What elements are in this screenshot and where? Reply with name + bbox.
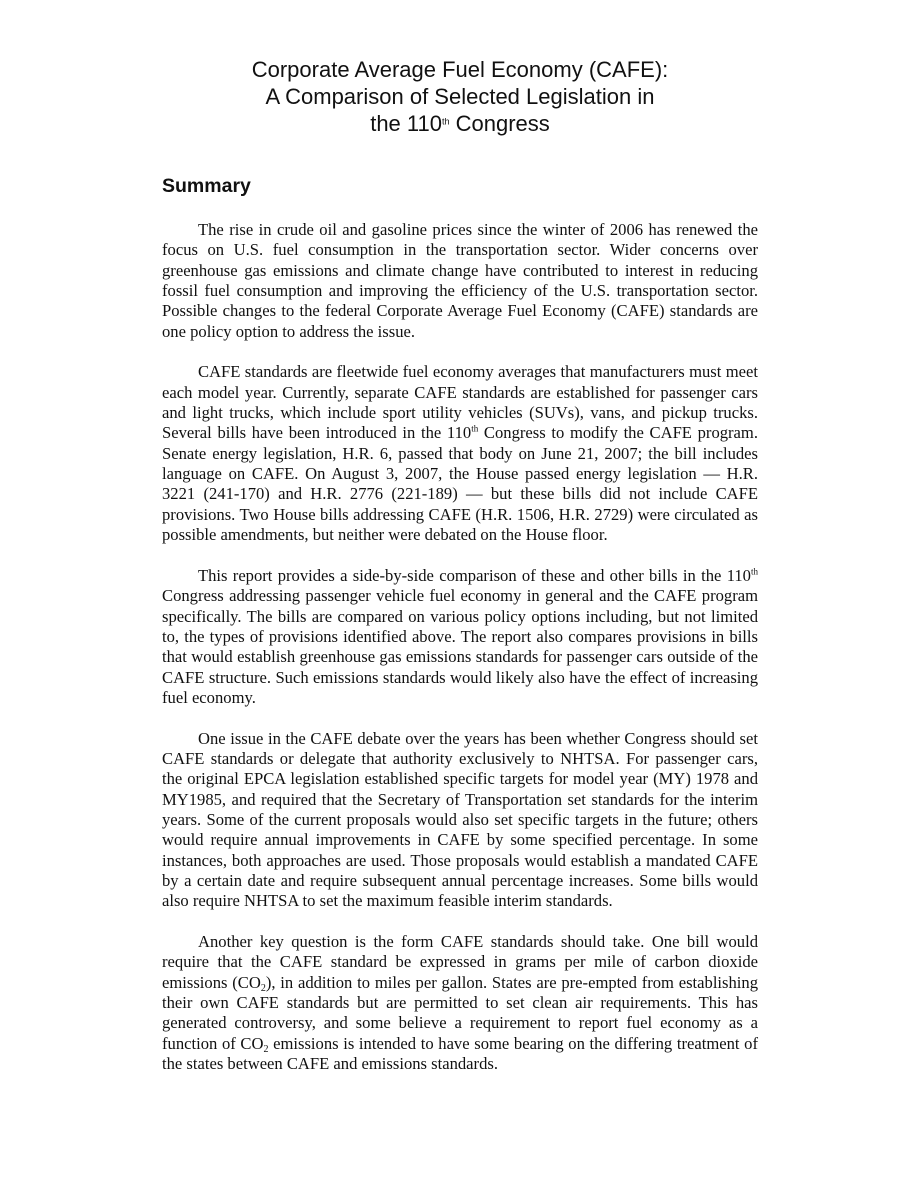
paragraph-5-part-b: ), in addition to miles per gallon. States are pre-empted from establishing their own CAFE standards but are permitted to set clean air requirements. This has generated controversy, and some believe a requirement to report fuel economy as a function of CO [162,972,759,1053]
title-line-1: Corporate Average Fuel Economy (CAFE): [251,57,669,82]
paragraph-5-subscript-1: 2 [260,982,266,994]
title-line-3-post: Congress [449,111,550,136]
paragraph-1: The rise in crude oil and gasoline prices since the winter of 2006 has renewed the focus on U.S. fuel consumption in the transportation sector. Wider concerns over greenhouse gas emissions and climate change have contributed to interest in reducing fossil fuel consumption and improving the efficiency of the U.S. transportation sector. Possible changes to the federal Corporate Average Fuel Economy (CAFE) standards are one policy option to address the issue. [162,220,758,341]
paragraph-2-part-a: CAFE standards are fleetwide fuel economy averages that manufacturers must meet each model year. Currently, separate CAFE standards are established for passenger cars and light trucks, which include sport utility vehicles (SUVs), vans, and pickup trucks. Several bills have been introduced in the 110 [162,362,758,443]
paragraph-5 [162,932,758,1074]
paragraph-3-ordinal-suffix: th [750,566,758,577]
report-title [140,56,780,137]
paragraph-3-part-a: This report provides a side-by-side comparison of these and other bills in the 110 [198,565,751,585]
title-line-3-pre: the 110 [370,111,442,136]
title-ordinal-suffix: th [441,116,450,127]
paragraph-4: One issue in the CAFE debate over the years has been whether Congress should set CAFE standards or delegate that authority exclusively to NHTSA. For passenger cars, the original EPCA legislation established specific targets for model year (MY) 1978 and MY1985, and required that the Secretary of Transportation set standards for the interim years. Some of the current proposals would also set specific targets in the future; others would require annual improvements in CAFE by some specified percentage. In some instances, both approaches are used. Those proposals would establish a mandated CAFE by a certain date and require subsequent annual percentage increases. Some bills would also require NHTSA to set the maximum feasible interim standards. [162,728,758,911]
section-heading-summary: Summary [162,175,251,197]
paragraph-5-subscript-2: 2 [263,1043,269,1055]
title-line-2: A Comparison of Selected Legislation in [265,84,655,109]
paragraph-5-part-c: emissions is intended to have some bearing on the differing treatment of the states between CAFE and emissions standards. [162,1033,758,1074]
title-line-3 [140,110,780,137]
summary-body [162,220,758,1095]
paragraph-5-part-a: Another key question is the form CAFE standards should take. One bill would require that the CAFE standard be expressed in grams per mile of carbon dioxide emissions (CO [162,932,758,992]
paragraph-3 [162,566,758,708]
paragraph-2-ordinal-suffix: th [471,423,479,434]
paragraph-2-part-b: Congress to modify the CAFE program. Senate energy legislation, H.R. 6, passed that body on June 21, 2007; the bill includes language on CAFE. On August 3, 2007, the House passed energy legislation — H.R. 3221 (241-170) and H.R. 2776 (221-189) — but these bills did not include CAFE provisions. Two House bills addressing CAFE (H.R. 1506, H.R. 2729) were circulated as possible amendments, but neither were debated on the House floor. [162,423,758,545]
paragraph-3-part-b: Congress addressing passenger vehicle fuel economy in general and the CAFE program specifically. The bills are compared on various policy options including, but not limited to, the types of provisions identified above. The report also compares provisions in bills that would establish greenhouse gas emissions standards for passenger cars outside of the CAFE structure. Such emissions standards would likely also have the effect of increasing fuel economy. [162,586,758,707]
paragraph-2 [162,362,758,545]
